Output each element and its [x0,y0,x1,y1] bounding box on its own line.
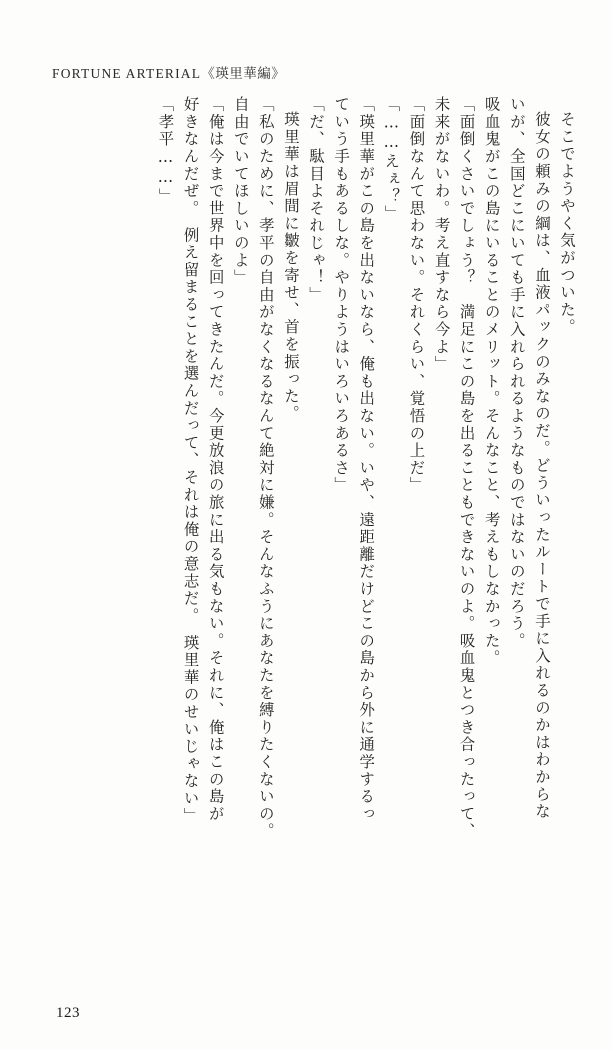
text-column: 「瑛里華がこの島を出ないなら、俺も出ない。いや、遠距離だけどこの島から外に通学するっ [357,96,376,823]
page-number: 123 [56,1005,80,1021]
text-column: 「俺は今まで世界中を回ってきたんだ。今更放浪の旅に出る気もない。それに、俺はこの島が [206,96,225,823]
text-column: 「面倒くさいでしょう？ 満足にこの島を出ることもできないのよ。吸血鬼とつき合ったって、 [457,96,476,840]
volume-title: 《瑛里華編》 [201,66,286,82]
text-column: 「私のために、孝平の自由がなくなるなんて絶対に嫌。そんなふうにあなたを縛りたくないの。 [256,96,275,840]
text-column: 好きなんだぜ。 例え留まることを選んだって、それは俺の意志だ。 瑛里華のせいじゃない」 [181,96,200,825]
text-column: 「……えぇ？」 [382,96,401,223]
text-column: 彼女の頼みの綱は、血液パックのみなのだ。どういったルートで手に入れるのかはわからな [532,111,551,821]
text-column: 未来がないわ。考え直すなら今よ」 [432,96,451,373]
running-header [52,62,285,82]
text-column: 自由でいてほしいのよ」 [231,96,250,287]
text-column: いが、全国どこにいても手に入れられるようなものではないのだろう。 [507,96,526,650]
series-title: FORTUNE ARTERIAL [52,66,202,81]
text-column: 吸血鬼がこの島にいることのメリット。そんなこと、考えもしなかった。 [482,96,501,667]
text-column: 「だ、駄目よそれじゃ！」 [307,96,326,304]
text-column: 「面倒なんて思わない。それくらい、覚悟の上だ」 [407,96,426,494]
text-column: ていう手もあるしな。やりようはいろいろあるさ」 [332,96,351,494]
vertical-text-body [44,96,574,976]
text-column: 「孝平……」 [156,96,175,205]
text-column: そこでようやく気がついた。 [558,111,576,336]
text-column: 瑛里華は眉間に皺を寄せ、首を振った。 [281,111,300,423]
